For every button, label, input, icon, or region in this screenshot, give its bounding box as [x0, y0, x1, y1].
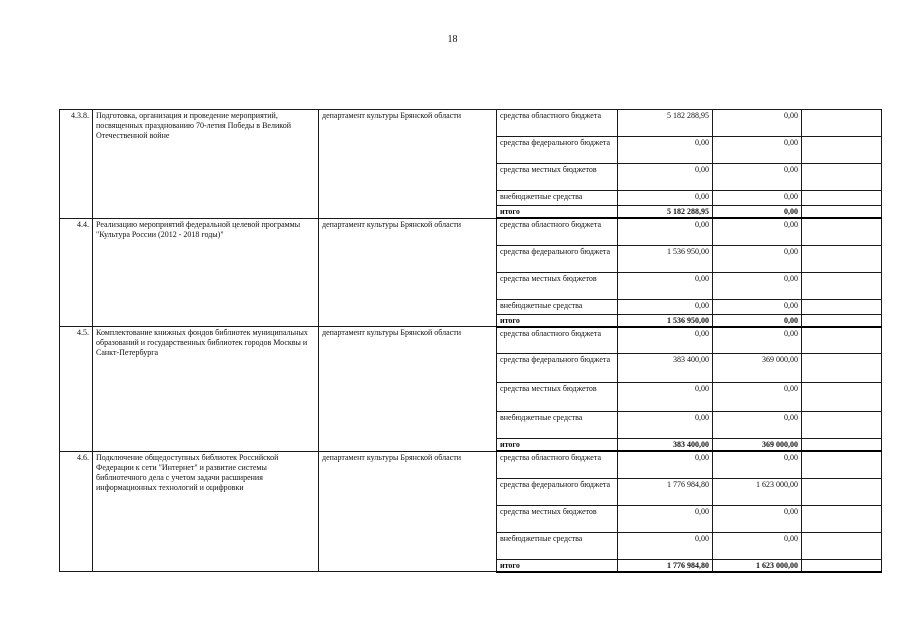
item-department: департамент культуры Брянской области — [319, 110, 497, 219]
amount-year1: 0,00 — [618, 272, 713, 299]
table-row — [60, 110, 882, 137]
amount-year2: 0,00 — [713, 218, 802, 245]
item-department: департамент культуры Брянской области — [319, 327, 497, 452]
empty-cell — [802, 559, 882, 572]
amount-year2: 0,00 — [713, 451, 802, 478]
amount-year1: 5 182 288,95 — [618, 110, 713, 137]
empty-cell — [802, 164, 882, 191]
item-department: департамент культуры Брянской области — [319, 451, 497, 572]
item-name: Подключение общедоступных библиотек Российской Федерации к сети "Интернет" и развитие системы библиотечного дела с учетом задачи расширения информационных технологий и оцифровки — [93, 451, 319, 572]
amount-year1: 0,00 — [618, 218, 713, 245]
total-label: итого — [497, 439, 618, 452]
funding-source: средства областного бюджета — [497, 218, 618, 245]
page-number: 18 — [447, 34, 458, 45]
empty-cell — [802, 383, 882, 412]
amount-year1: 0,00 — [618, 451, 713, 478]
item-number: 4.3.8. — [60, 110, 93, 219]
amount-year1: 0,00 — [618, 383, 713, 412]
amount-year2: 0,00 — [713, 532, 802, 559]
funding-source: внебюджетные средства — [497, 191, 618, 206]
amount-year2: 0,00 — [713, 164, 802, 191]
funding-source: средства областного бюджета — [497, 327, 618, 354]
total-year2: 0,00 — [713, 206, 802, 219]
item-name: Подготовка, организация и проведение мероприятий, посвященных празднованию 70-летия Победы в Великой Отечественной войне — [93, 110, 319, 219]
funding-source: средства местных бюджетов — [497, 164, 618, 191]
total-year2: 1 623 000,00 — [713, 559, 802, 572]
amount-year1: 0,00 — [618, 164, 713, 191]
item-number: 4.6. — [60, 451, 93, 572]
amount-year1: 0,00 — [618, 327, 713, 354]
amount-year2: 1 623 000,00 — [713, 478, 802, 505]
empty-cell — [802, 218, 882, 245]
funding-source: средства областного бюджета — [497, 451, 618, 478]
funding-source: внебюджетные средства — [497, 412, 618, 439]
item-number: 4.5. — [60, 327, 93, 452]
amount-year2: 0,00 — [713, 412, 802, 439]
funding-source: средства федерального бюджета — [497, 354, 618, 383]
amount-year2: 0,00 — [713, 245, 802, 272]
empty-cell — [802, 272, 882, 299]
total-year1: 383 400,00 — [618, 439, 713, 452]
program-table — [59, 109, 882, 573]
total-label: итого — [497, 314, 618, 327]
empty-cell — [802, 110, 882, 137]
funding-source: средства местных бюджетов — [497, 272, 618, 299]
funding-source: средства местных бюджетов — [497, 383, 618, 412]
item-name: Комплектование книжных фондов библиотек муниципальных образований и государственных библиотек городов Москвы и Санкт-Петербурга — [93, 327, 319, 452]
amount-year2: 0,00 — [713, 383, 802, 412]
amount-year1: 0,00 — [618, 505, 713, 532]
total-year1: 5 182 288,95 — [618, 206, 713, 219]
empty-cell — [802, 245, 882, 272]
funding-source: внебюджетные средства — [497, 299, 618, 314]
empty-cell — [802, 439, 882, 452]
amount-year2: 0,00 — [713, 110, 802, 137]
table-row — [60, 451, 882, 478]
item-department: департамент культуры Брянской области — [319, 218, 497, 327]
empty-cell — [802, 206, 882, 219]
amount-year1: 0,00 — [618, 532, 713, 559]
empty-cell — [802, 451, 882, 478]
empty-cell — [802, 354, 882, 383]
amount-year2: 0,00 — [713, 327, 802, 354]
empty-cell — [802, 191, 882, 206]
amount-year2: 0,00 — [713, 272, 802, 299]
empty-cell — [802, 505, 882, 532]
amount-year1: 383 400,00 — [618, 354, 713, 383]
empty-cell — [802, 478, 882, 505]
amount-year1: 1 536 950,00 — [618, 245, 713, 272]
empty-cell — [802, 299, 882, 314]
empty-cell — [802, 137, 882, 164]
total-year2: 0,00 — [713, 314, 802, 327]
amount-year2: 369 000,00 — [713, 354, 802, 383]
amount-year2: 0,00 — [713, 137, 802, 164]
total-year1: 1 536 950,00 — [618, 314, 713, 327]
amount-year2: 0,00 — [713, 505, 802, 532]
amount-year1: 0,00 — [618, 137, 713, 164]
total-year2: 369 000,00 — [713, 439, 802, 452]
amount-year1: 0,00 — [618, 412, 713, 439]
funding-source: средства местных бюджетов — [497, 505, 618, 532]
funding-source: средства федерального бюджета — [497, 245, 618, 272]
amount-year1: 0,00 — [618, 191, 713, 206]
empty-cell — [802, 412, 882, 439]
funding-source: средства областного бюджета — [497, 110, 618, 137]
total-year1: 1 776 984,80 — [618, 559, 713, 572]
empty-cell — [802, 327, 882, 354]
total-label: итого — [497, 206, 618, 219]
amount-year2: 0,00 — [713, 299, 802, 314]
funding-source: средства федерального бюджета — [497, 478, 618, 505]
amount-year1: 1 776 984,80 — [618, 478, 713, 505]
funding-source: средства федерального бюджета — [497, 137, 618, 164]
table-row — [60, 327, 882, 354]
empty-cell — [802, 314, 882, 327]
item-number: 4.4. — [60, 218, 93, 327]
amount-year2: 0,00 — [713, 191, 802, 206]
total-label: итого — [497, 559, 618, 572]
amount-year1: 0,00 — [618, 299, 713, 314]
empty-cell — [802, 532, 882, 559]
item-name: Реализацию мероприятий федеральной целевой программы "Культура России (2012 - 2018 годы)" — [93, 218, 319, 327]
table-row — [60, 218, 882, 245]
funding-source: внебюджетные средства — [497, 532, 618, 559]
